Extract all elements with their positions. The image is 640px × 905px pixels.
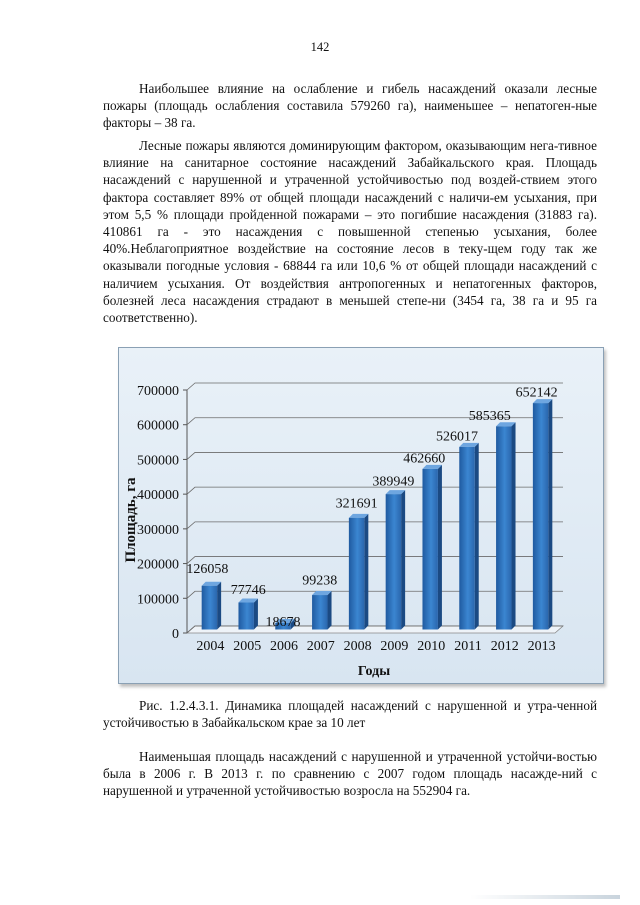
bar	[533, 403, 548, 629]
data-label: 389949	[372, 474, 415, 490]
bar	[349, 518, 364, 630]
bar	[422, 469, 437, 630]
y-tick-label: 600000	[137, 418, 179, 434]
bar-side	[475, 443, 479, 630]
y-tick-label: 100000	[137, 592, 179, 608]
y-tick-label: 500000	[137, 453, 179, 469]
bar	[312, 595, 327, 629]
x-tick-label: 2009	[380, 639, 409, 654]
data-label: 321691	[335, 496, 378, 512]
paragraph-2	[103, 137, 597, 326]
bar	[238, 603, 253, 630]
bar-side	[401, 490, 405, 629]
bar-side	[328, 591, 332, 629]
x-tick-label: 2005	[233, 639, 262, 654]
x-tick-label: 2008	[343, 639, 372, 654]
figure-caption-text: Рис. 1.2.4.3.1. Динамика площадей насаждений с нарушенной и утра-ченной устойчивостью в Забайкальском крае за 10 лет	[103, 698, 597, 731]
data-label: 652142	[515, 385, 558, 401]
y-axis-title: Площадь, га	[123, 477, 139, 563]
paragraph-1	[103, 80, 597, 132]
x-tick-label: 2010	[417, 639, 446, 654]
x-axis-title: Годы	[357, 664, 391, 679]
bar	[496, 426, 511, 629]
bar	[386, 494, 401, 629]
x-tick-label: 2006	[270, 639, 298, 654]
x-tick-label: 2004	[196, 639, 225, 654]
paragraph-3	[103, 748, 597, 800]
bar	[459, 447, 474, 630]
y-tick-label: 700000	[137, 384, 179, 399]
data-label: 77746	[230, 583, 266, 599]
y-tick-label: 400000	[137, 488, 179, 504]
bar-side	[217, 582, 221, 630]
data-label: 18678	[265, 615, 301, 631]
bar-side	[512, 422, 516, 629]
page-number: 142	[310, 40, 330, 54]
gridline	[187, 383, 563, 390]
data-label: 126058	[186, 562, 229, 578]
paragraph-1-text: Наибольшее влияние на ослабление и гибель насаждений оказали лесные пожары (площадь ослабления составила 579260 га), наименьшее – непатоген-ные факторы – 38 га.	[103, 81, 597, 131]
y-tick-label: 200000	[137, 557, 179, 573]
bar-side	[364, 514, 368, 630]
bar-side	[548, 399, 552, 629]
x-tick-label: 2012	[490, 639, 519, 654]
bar-side	[254, 599, 258, 630]
paragraph-2-text: Лесные пожары являются доминирующим фактором, оказывающим нега-тивное влияние на санитарное состояние насаждений Забайкальского края. Площадь насаждений с нарушенной и утраченной устойчивостью под воздей-ствием этого фактора составляет 89% от общей площади насаждений с наличи-ем усыхания, при этом 5,5 % площади пройденной пожарами – это погибшие насаждения (31883 га). 410861 га - это насаждения с повышенной степенью усыхания, более 40%.Неблагоприятное воздействие на состояние лесов в теку-щем году так же оказывали погодные условия - 68844 га или 10,6 % от общей площади насаждений с наличием усыхания. От воздействия антропогенных и непатогенных факторов, болезней леса насаждения страдают в меньшей степе-ни (3454 га, 38 га и 95 га соответственно).	[103, 138, 597, 326]
y-tick-label: 300000	[137, 522, 179, 538]
data-label: 585365	[468, 408, 511, 424]
y-tick-label: 0	[172, 627, 179, 642]
bottom-decorative-rule	[470, 895, 620, 899]
x-tick-label: 2013	[527, 639, 556, 654]
bar-chart	[118, 347, 604, 684]
x-tick-label: 2011	[454, 639, 482, 654]
x-tick-label: 2007	[306, 639, 335, 654]
paragraph-3-text: Наименьшая площадь насаждений с нарушенной и утраченной устойчи-востью была в 2006 г. В 2013 г. по сравнению с 2007 годом площадь насажде-ний с нарушенной и утраченной устойчивостью возросла на 552904 га.	[103, 749, 597, 799]
bar	[202, 586, 217, 630]
bar-side	[438, 465, 442, 630]
chart-svg	[119, 348, 603, 683]
data-label: 462660	[403, 451, 446, 467]
data-label: 99238	[302, 573, 338, 589]
figure-caption	[103, 697, 597, 731]
data-label: 526017	[436, 429, 478, 445]
